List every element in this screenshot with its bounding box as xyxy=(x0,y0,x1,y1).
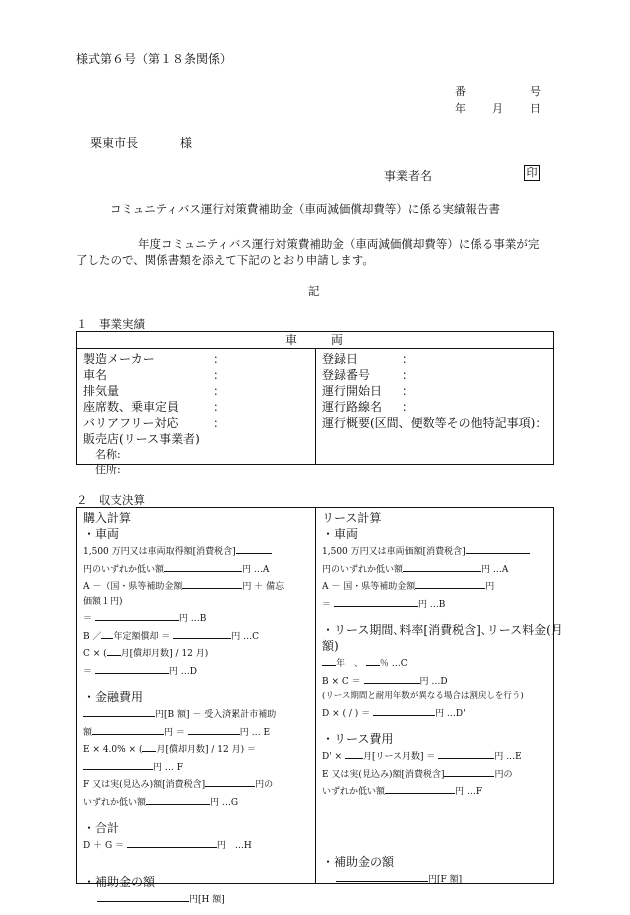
row-car-name: 車名 ： xyxy=(83,368,226,382)
finance-line-1: 円[B 額] － 受入済累計市補助 xyxy=(83,705,309,723)
lease-period-note: (リース期間と耐用年数が異なる場合は割戻しを行う) xyxy=(322,691,524,701)
total-title: ・合計 xyxy=(83,821,120,835)
number-label-left: 番 xyxy=(455,85,466,98)
lease-cost-line-3: いずれか低い額 円 …F xyxy=(322,782,547,800)
month-label: 月 xyxy=(492,102,503,115)
lease-line-2: 円のいずれか低い額 円 …A xyxy=(322,560,547,578)
total-line-1: D ＋ G ＝ 円 …H xyxy=(83,836,309,854)
row-maker: 製造メーカー ： xyxy=(83,352,226,366)
vehicle-spec-column xyxy=(77,349,316,476)
row-displacement: 排気量 ： xyxy=(83,384,226,398)
purchase-line-6: B ／ 年定額償却 ＝ 円 …C xyxy=(83,627,309,645)
lease-cost-title: ・リース費用 xyxy=(322,732,394,746)
ki-label: 記 xyxy=(308,284,320,298)
lease-vehicle: ・車両 xyxy=(322,527,359,541)
row-start-date: 運行開始日 ： xyxy=(322,384,415,398)
year-label: 年 xyxy=(455,102,466,115)
operation-info-column xyxy=(316,349,553,464)
row-operation-summary: 運行概要(区間、便数等その他特記事項)： xyxy=(322,416,548,430)
dealer-address: 住所: xyxy=(95,463,121,476)
settlement-table xyxy=(76,507,563,905)
lease-cost-line-1: D' × 月[リース月数] ＝ 円 …E xyxy=(322,747,547,765)
lease-period-title-1: ・リース期間､料率[消費税含]､リース料金(月 xyxy=(322,623,563,637)
form-number: 様式第６号（第１８条関係） xyxy=(76,52,233,66)
business-results-table xyxy=(76,331,554,476)
dealer-name: 名称: xyxy=(95,448,121,461)
finance-line-3: E × 4.0% × ( 月[償却月数] / 12 月) ＝ xyxy=(83,740,309,758)
purchase-subsidy-title: ・補助金の額 xyxy=(83,874,156,889)
lease-period-line-6: D × ( / ) ＝ 円 …D' xyxy=(322,704,547,722)
purchase-line-2: 円のいずれか低い額 円 …A xyxy=(83,560,309,578)
finance-line-4: 円 … F xyxy=(83,758,309,776)
purchase-line-5: ＝ 円 …B xyxy=(83,609,309,627)
lease-period-title-2: 額) xyxy=(322,639,339,653)
day-label: 日 xyxy=(530,102,541,115)
lease-subsidy-title: ・補助金の額 xyxy=(322,854,395,869)
row-capacity: 座席数、乗車定員 ： xyxy=(83,400,226,414)
report-title: コミュニティバス運行対策費補助金（車両減価償却費等）に係る実績報告書 xyxy=(110,202,500,216)
purchase-line-4: 価額１円) xyxy=(83,596,123,607)
finance-line-5: F 又は実(見込み)額[消費税含] 円の xyxy=(83,775,309,793)
number-label-right: 号 xyxy=(530,85,541,98)
row-route-name: 運行路線名 ： xyxy=(322,400,415,414)
lease-line-1: 1,500 万円又は車両価額[消費税含] xyxy=(322,542,547,560)
lease-period-line-4: B × C ＝ 円 …D xyxy=(322,672,547,690)
purchase-title: 購入計算 xyxy=(83,511,132,525)
purchase-line-3: A －（国・県等補助金額 円 ＋ 備忘 xyxy=(83,577,309,595)
row-registration-date: 登録日 ： xyxy=(322,352,415,366)
row-dealer: 販売店(リース事業者) xyxy=(83,432,200,446)
body-line-2: 了したので、関係書類を添えて下記のとおり申請します。 xyxy=(76,253,374,267)
lease-period-line-3: 年 、 ％ …C xyxy=(322,654,547,672)
seal-icon: 印 xyxy=(524,165,540,181)
purchase-line-7: C × ( 月[償却月数] / 12 月) xyxy=(83,644,309,662)
purchase-line-8: ＝ 円 …D xyxy=(83,662,309,680)
lease-line-3: A － 国・県等補助金額 円 xyxy=(322,577,547,595)
purchase-column xyxy=(77,508,316,905)
row-barrier-free: バリアフリー対応 ： xyxy=(83,416,226,430)
addressee-honorific: 様 xyxy=(180,136,193,150)
purchase-line-1: 1,500 万円又は車両取得額[消費税含] xyxy=(83,542,309,560)
row-registration-number: 登録番号 ： xyxy=(322,368,415,382)
body-line-1: 年度コミュニティバス運行対策費補助金（車両減価償却費等）に係る事業が完 xyxy=(138,237,540,251)
lease-cost-line-2: E 又は実(見込み)額[消費税含] 円の xyxy=(322,765,547,783)
lease-subsidy-line: 円[F 額] xyxy=(322,870,547,888)
addressee-name: 栗東市長 xyxy=(90,136,139,150)
finance-line-2: 額 円 ＝ 円 … E xyxy=(83,723,309,741)
lease-title: リース計算 xyxy=(322,511,382,525)
applicant-label: 事業者名 xyxy=(384,169,433,183)
lease-line-4: ＝ 円 …B xyxy=(322,595,547,613)
lease-column xyxy=(316,508,563,885)
finance-line-6: いずれか低い額 円 …G xyxy=(83,793,309,811)
section1-heading: １ 事業実績 xyxy=(76,317,145,331)
purchase-subsidy-line: 円[H 額] xyxy=(83,890,309,908)
vehicle-header: 車 両 xyxy=(77,332,553,349)
purchase-vehicle: ・車両 xyxy=(83,527,120,541)
section2-heading: ２ 収支決算 xyxy=(76,493,145,507)
finance-cost-title: ・金融費用 xyxy=(83,690,144,704)
